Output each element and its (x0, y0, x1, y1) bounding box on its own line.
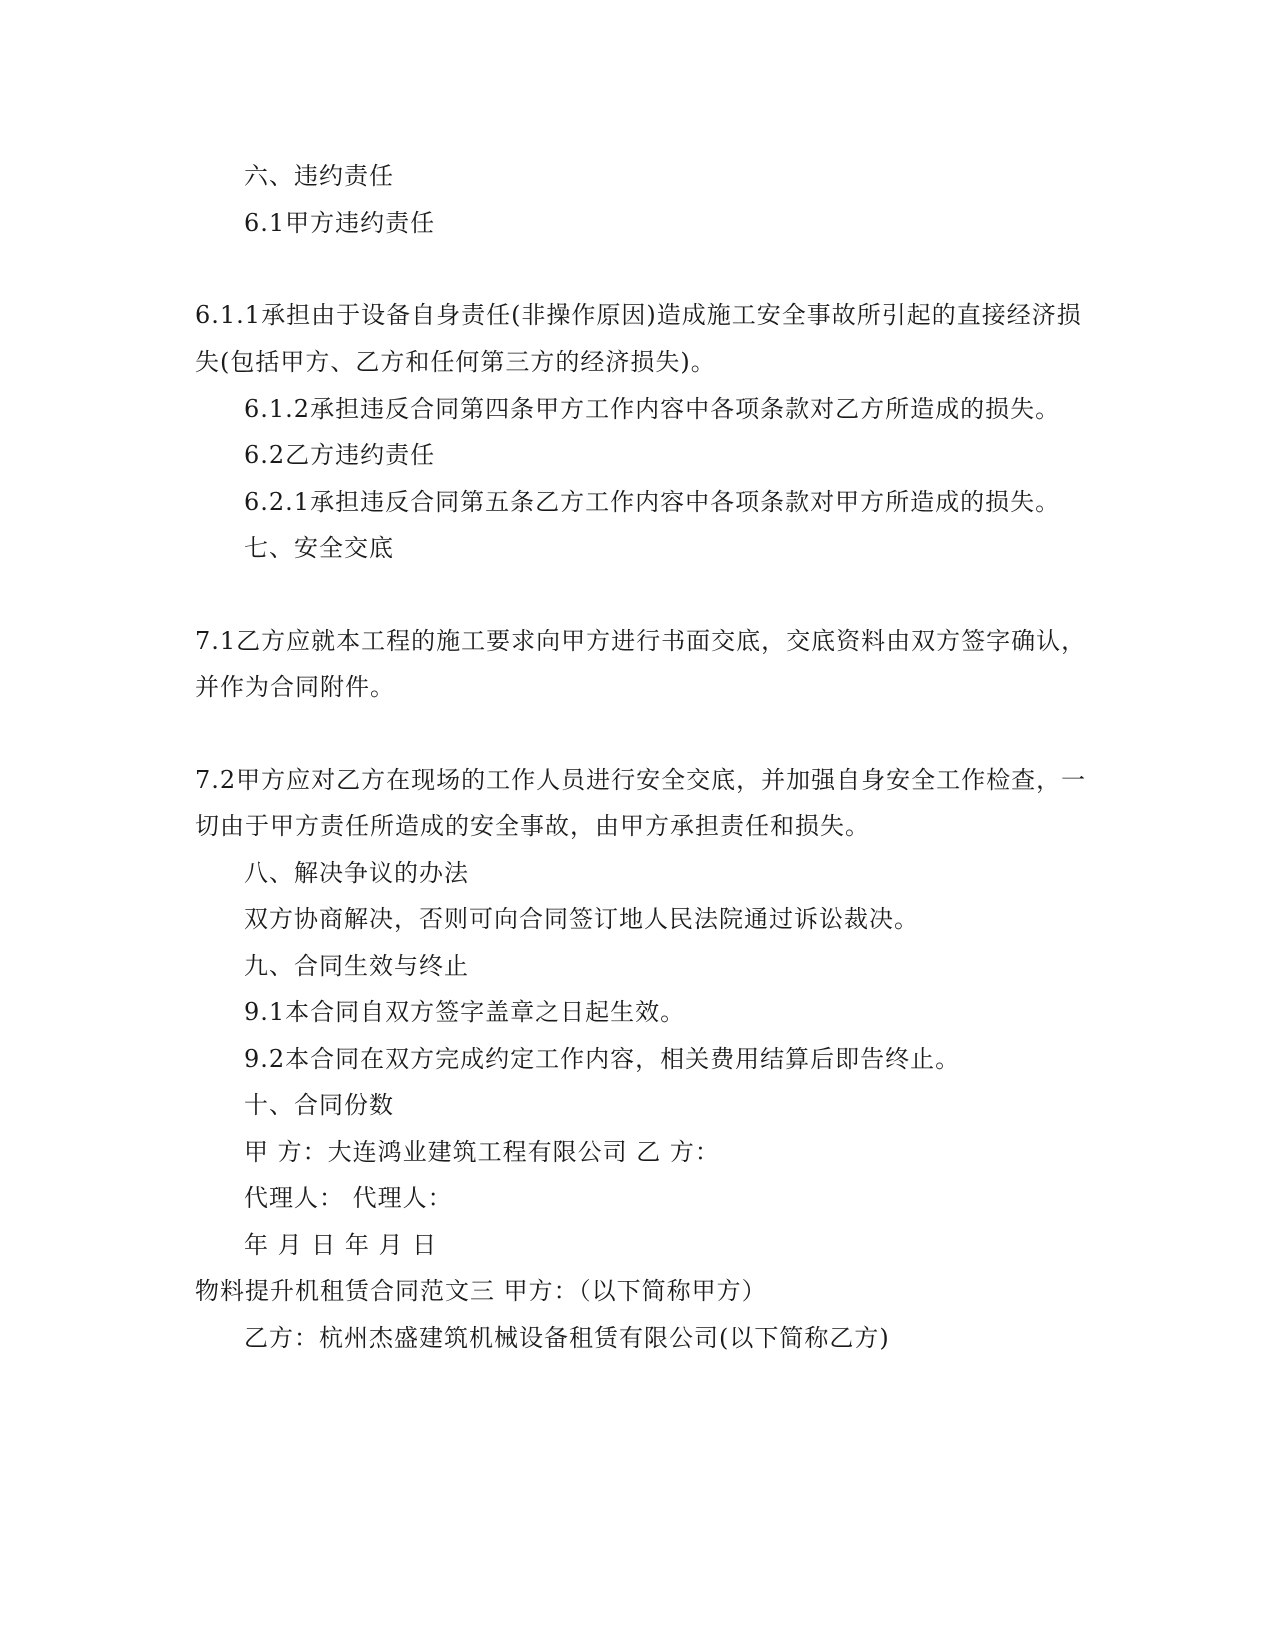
section-heading-dispute: 八、解决争议的办法 (244, 859, 469, 887)
agent-signature-line: 代理人： 代理人： (244, 1184, 453, 1212)
clause-text: 6.2.1承担违反合同第五条乙方工作内容中各项条款对甲方所造成的损失。 (244, 488, 1061, 516)
clause-text: 6.1.2承担违反合同第四条甲方工作内容中各项条款对乙方所造成的损失。 (244, 395, 1061, 423)
clause-text-continued: 并作为合同附件。 (195, 673, 395, 701)
subsection-heading: 6.1甲方违约责任 (244, 209, 436, 237)
clause-text: 7.2甲方应对乙方在现场的工作人员进行安全交底，并加强自身安全工作检查，一 (195, 766, 1087, 794)
party-signature-line: 甲 方：大连鸿业建筑工程有限公司 乙 方： (244, 1138, 720, 1166)
clause-text: 7.1乙方应就本工程的施工要求向甲方进行书面交底，交底资料由双方签字确认， (195, 627, 1087, 655)
party-b-line: 乙方：杭州杰盛建筑机械设备租赁有限公司(以下简称乙方) (244, 1324, 890, 1352)
sample-title-line: 物料提升机租赁合同范文三 甲方：（以下简称甲方） (195, 1277, 767, 1305)
clause-text: 双方协商解决，否则可向合同签订地人民法院通过诉讼裁决。 (244, 905, 919, 933)
section-heading-copies: 十、合同份数 (244, 1091, 394, 1119)
section-heading-safety: 七、安全交底 (244, 534, 394, 562)
date-line: 年 月 日 年 月 日 (244, 1231, 438, 1259)
subsection-heading: 6.2乙方违约责任 (244, 441, 436, 469)
clause-text: 9.2本合同在双方完成约定工作内容，相关费用结算后即告终止。 (244, 1045, 961, 1073)
clause-text: 6.1.1承担由于设备自身责任(非操作原因)造成施工安全事故所引起的直接经济损 (195, 301, 1082, 329)
clause-text-continued: 失(包括甲方、乙方和任何第三方的经济损失)。 (195, 348, 716, 376)
section-heading-effect: 九、合同生效与终止 (244, 952, 469, 980)
section-heading-breach: 六、违约责任 (244, 162, 394, 190)
clause-text-continued: 切由于甲方责任所造成的安全事故，由甲方承担责任和损失。 (195, 812, 870, 840)
clause-text: 9.1本合同自双方签字盖章之日起生效。 (244, 998, 686, 1026)
